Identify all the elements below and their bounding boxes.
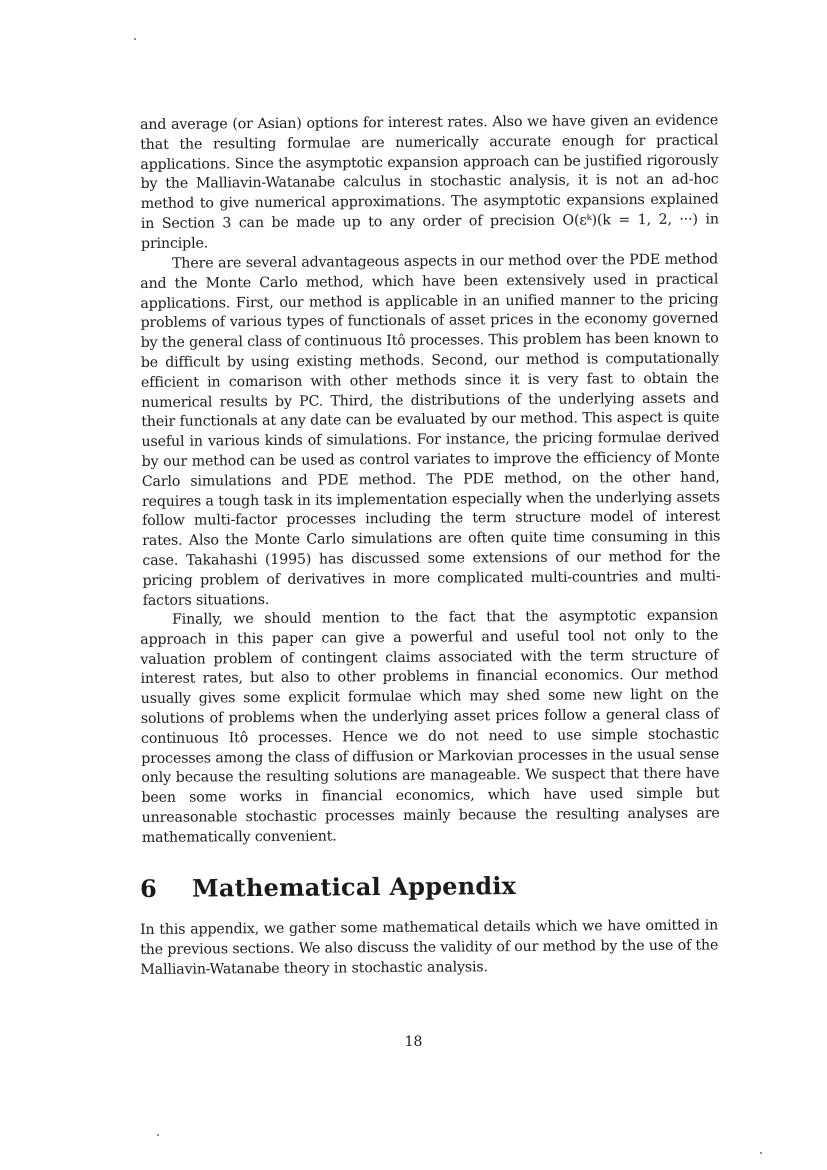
section-heading [140,870,718,904]
scan-speck [760,1152,762,1154]
appendix-intro-paragraph: In this appendix, we gather some mathematical details which we have omitted in the previous sections. We also discuss the validity of our method by the use of the Malliavin-Watanabe theory in stochastic analysis. [140,917,719,979]
conclusion-paragraph-1: and average (or Asian) options for interest rates. Also we have given an evidence that the resulting formulae are numerically accurate enough for practical applications. Since the asymptotic expansion approach can be justified rigorously by the Malliavin-Watanabe calculus in stochastic analysis, it is not an ad-hoc method to give numerical approximations. The asymptotic expansions explained in Section 3 can be made up to any order of precision O(εᵏ)(k = 1, 2, ···) in principle. [140,112,719,252]
scan-speck [157,1134,159,1136]
page-number: 18 [404,1034,423,1050]
section-title: Mathematical Appendix [191,871,517,904]
section-number: 6 [140,874,158,904]
conclusion-paragraph-2: There are several advantageous aspects in our method over the PDE method and the Monte Carlo method, which have been extensively used in practical applications. First, our method is applicable in an unified manner to the pricing problems of various types of functionals of asset prices in the economy governed by the general class of continuous Itô processes. This problem has been known to be difficult by using existing methods. Second, our method is computationally efficient in comarison with other methods since it is very fast to obtain the numerical results by PC. Third, the distributions of the underlying assets and their functionals at any date can be evaluated by our method. This aspect is quite useful in various kinds of simulations. For instance, the pricing formulae derived by our method can be used as control variates to improve the efficiency of Monte Carlo simulations and PDE method. The PDE method, on the other hand, requires a tough task in its implementation especially when the underlying assets follow multi-factor processes including the term structure model of interest rates. Also the Monte Carlo simulations are often quite time consuming in this case. Takahashi (1995) has discussed some extensions of our method for the pricing problem of derivatives in more complicated multi-countries and multi-factors situations. [140,251,721,609]
page-body [140,112,721,981]
conclusion-paragraph-3: Finally, we should mention to the fact that the asymptotic expansion approach in this paper can give a powerful and useful tool not only to the valuation problem of contingent claims associated with the term structure of interest rates, but also to other problems in financial economics. Our method usually gives some explicit formulae which may shed some new light on the solutions of problems when the underlying asset prices follow a general class of continuous Itô processes. Hence we do not need to use simple stochastic processes among the class of diffusion or Markovian processes in the usual sense only because the resulting solutions are manageable. We suspect that there have been some works in financial economics, which have used simple but unreasonable stochastic processes mainly because the resulting analyses are mathematically convenient. [140,607,720,846]
scan-speck [134,38,136,40]
